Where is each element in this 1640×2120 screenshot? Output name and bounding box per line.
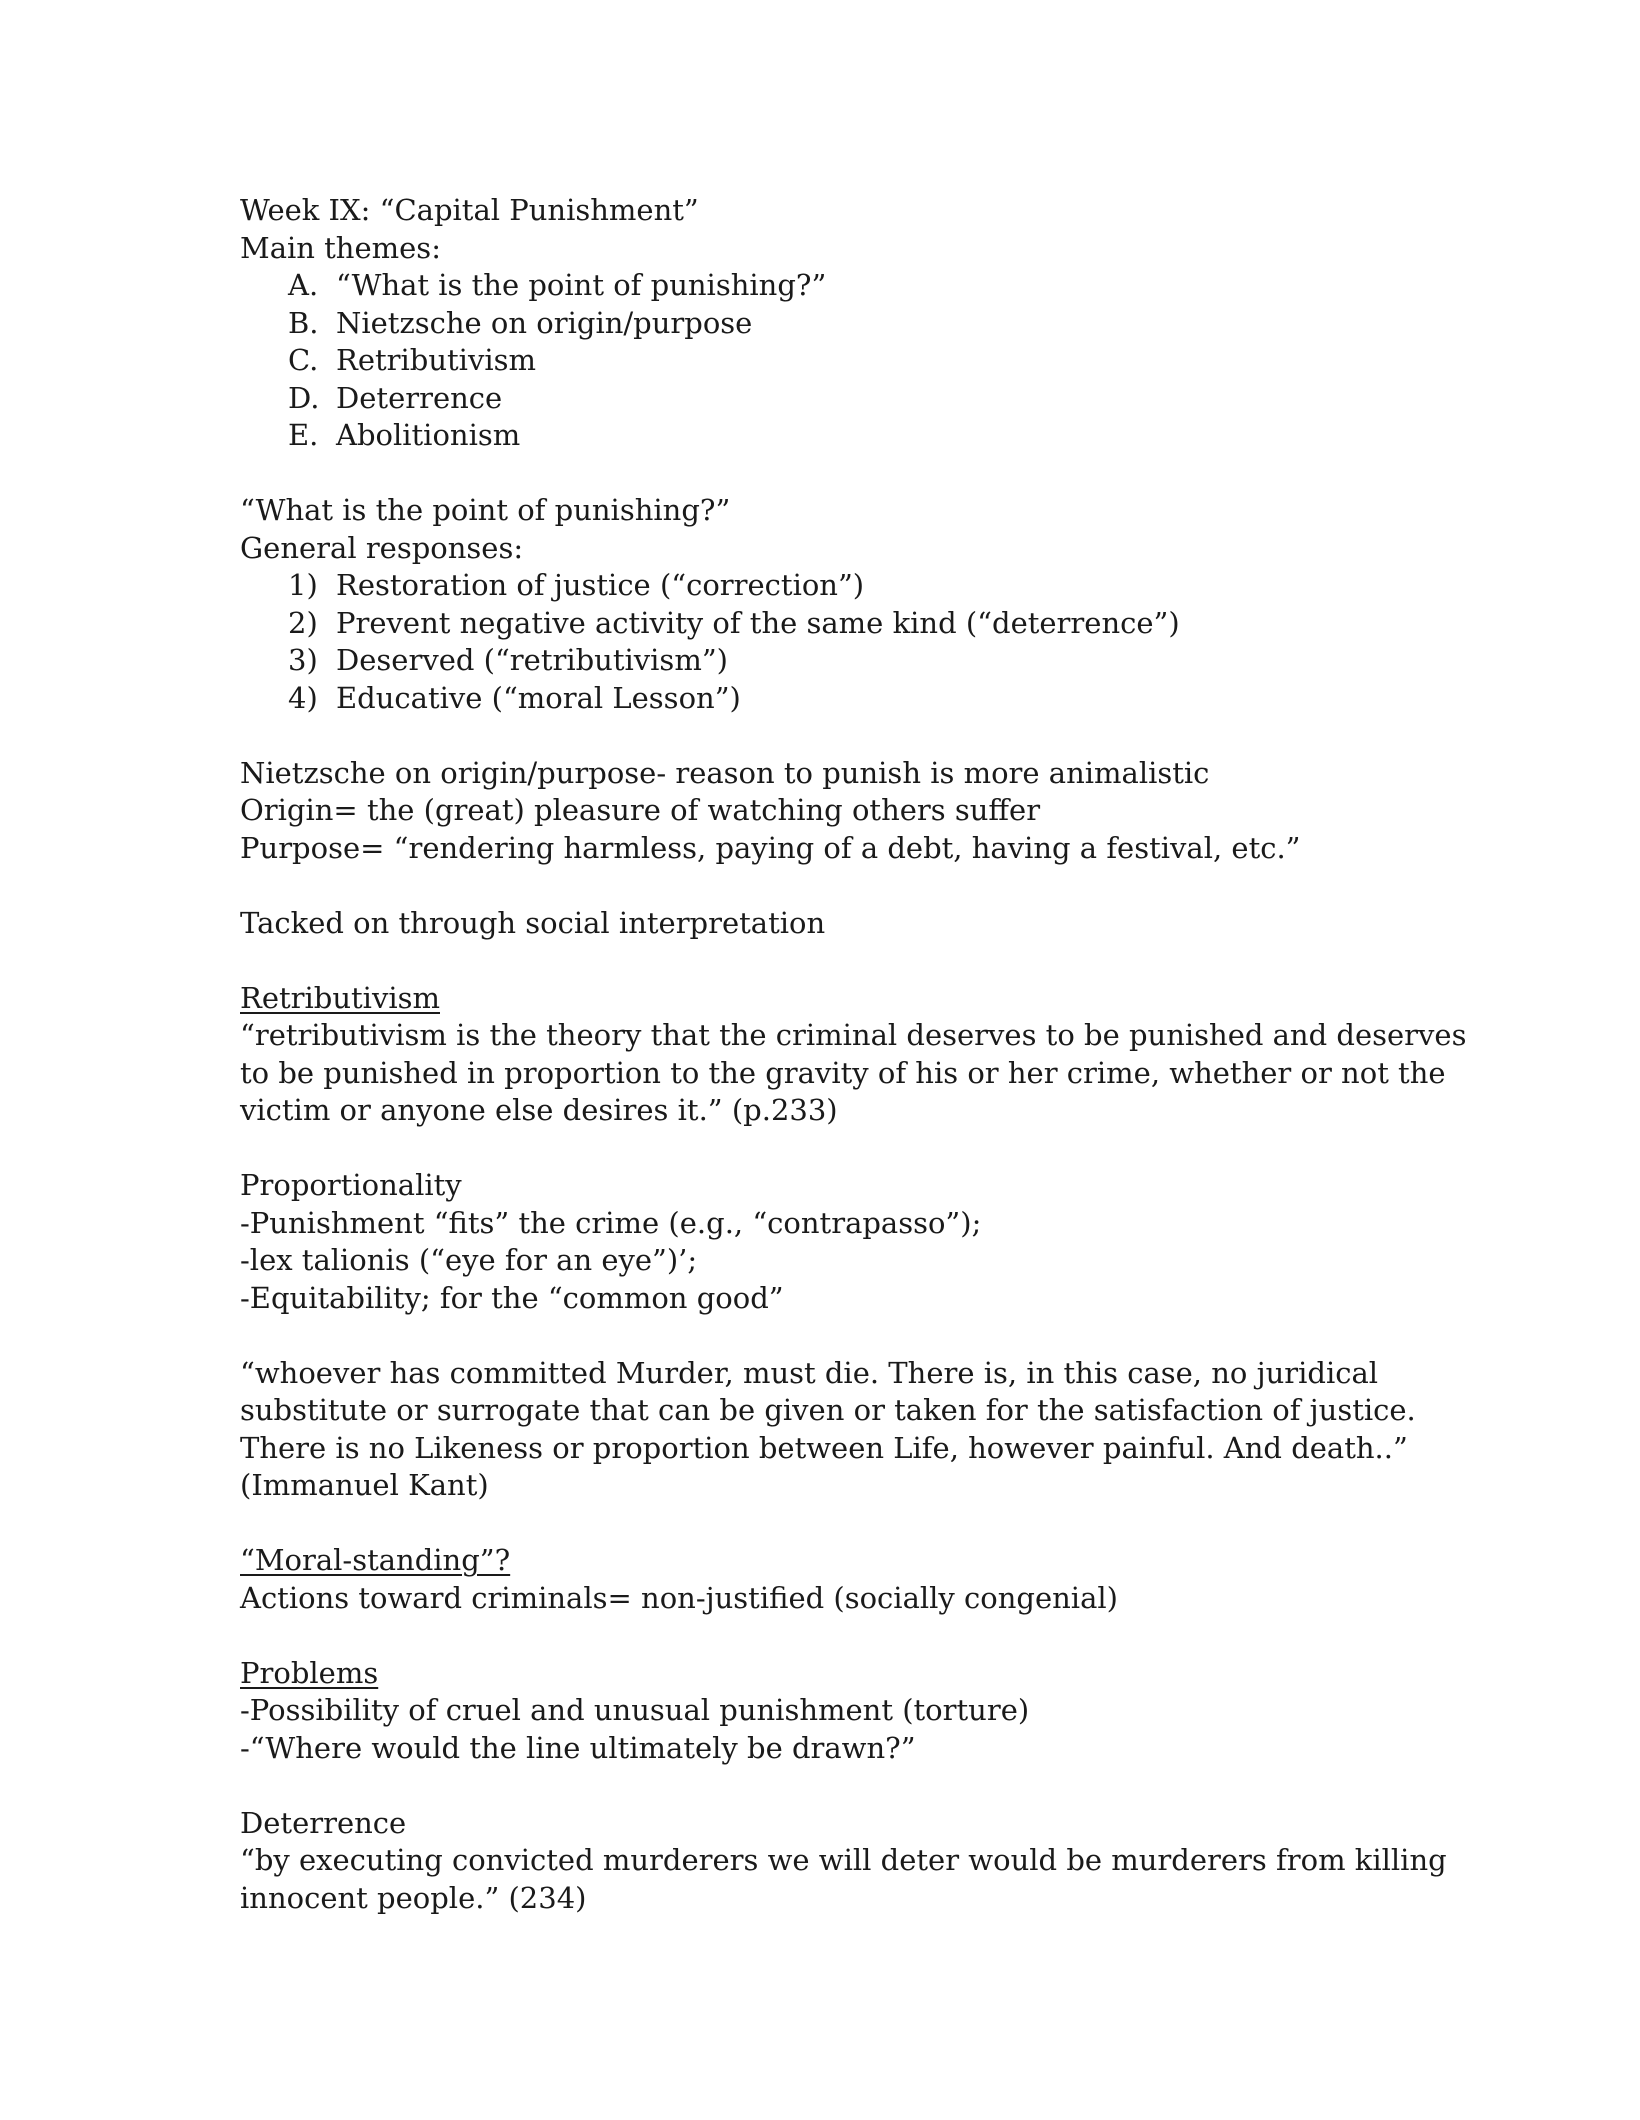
list-marker: D. — [288, 380, 320, 415]
list-item-text: Abolitionism — [336, 418, 521, 452]
purpose-line: Purpose= “rendering harmless, paying of a debt, having a festival, etc.” — [240, 830, 1301, 865]
list-item-text: Deterrence — [336, 380, 503, 415]
kant-quote-line: There is no Likeness or proportion between Life, however painful. And death..” — [240, 1430, 1408, 1465]
problems-heading: Problems — [240, 1655, 379, 1690]
main-themes-label: Main themes: — [240, 230, 441, 265]
kant-quote-line: “whoever has committed Murder, must die. There is, in this case, no juridical — [240, 1355, 1379, 1390]
problems-item: -Possibility of cruel and unusual punishment (torture) — [240, 1693, 1030, 1727]
list-marker: 3) — [288, 643, 318, 677]
kant-quote-line: substitute or surrogate that can be given or taken for the satisfaction of justice. — [240, 1393, 1416, 1427]
general-responses-list — [240, 567, 1420, 717]
list-item-text: Deserved (“retributivism”) — [336, 643, 728, 677]
list-item-text: Prevent negative activity of the same kind (“deterrence”) — [336, 605, 1180, 640]
paragraph-gap — [240, 1617, 1420, 1655]
paragraph-gap — [240, 942, 1420, 980]
list-item-text: Educative (“moral Lesson”) — [336, 680, 741, 715]
paragraph-gap — [240, 1130, 1420, 1168]
list-item — [240, 342, 1420, 380]
paragraph-gap — [240, 1505, 1420, 1543]
retributivism-quote-line: to be punished in proportion to the gravity of his or her crime, whether or not the — [240, 1055, 1446, 1090]
main-themes-list — [240, 267, 1420, 455]
list-item — [240, 380, 1420, 418]
retributivism-heading: Retributivism — [240, 980, 440, 1015]
paragraph-gap — [240, 455, 1420, 493]
list-item — [240, 680, 1420, 718]
list-marker: E. — [288, 418, 319, 452]
document-body — [240, 192, 1467, 1917]
list-marker: A. — [288, 268, 319, 302]
list-item — [240, 267, 1420, 305]
list-item-text: Retributivism — [336, 343, 536, 377]
list-marker: 1) — [288, 568, 318, 602]
paragraph-gap — [240, 1317, 1420, 1355]
proportionality-item: -Equitability; for the “common good” — [240, 1280, 784, 1315]
kant-attribution: (Immanuel Kant) — [240, 1468, 489, 1502]
tacked-on-line: Tacked on through social interpretation — [240, 905, 826, 940]
list-item-text: Nietzsche on origin/purpose — [336, 305, 753, 340]
retributivism-quote-line: victim or anyone else desires it.” (p.233) — [240, 1093, 838, 1127]
list-item-text: “What is the point of punishing?” — [336, 268, 827, 302]
list-item — [240, 305, 1420, 343]
paragraph-gap — [240, 1767, 1420, 1805]
deterrence-quote-line: “by executing convicted murderers we will deter would be murderers from killing — [240, 1843, 1447, 1877]
moral-standing-heading: “Moral-standing”? — [240, 1543, 511, 1577]
point-heading: “What is the point of punishing?” — [240, 493, 731, 527]
deterrence-heading: Deterrence — [240, 1805, 407, 1840]
list-marker: C. — [288, 343, 319, 377]
list-item-text: Restoration of justice (“correction”) — [336, 568, 865, 602]
list-marker: 2) — [288, 605, 318, 640]
paragraph-gap — [240, 867, 1420, 905]
list-marker: B. — [288, 305, 319, 340]
origin-line: Origin= the (great) pleasure of watching others suffer — [240, 793, 1041, 827]
proportionality-item: -Punishment “fits” the crime (e.g., “contrapasso”); — [240, 1205, 982, 1240]
general-responses-label: General responses: — [240, 530, 524, 565]
proportionality-item: -lex talionis (“eye for an eye”)’; — [240, 1243, 698, 1277]
list-item — [240, 417, 1420, 455]
list-item — [240, 605, 1420, 643]
proportionality-heading: Proportionality — [240, 1168, 462, 1202]
retributivism-quote-line: “retributivism is the theory that the criminal deserves to be punished and deserves — [240, 1018, 1467, 1052]
list-item — [240, 642, 1420, 680]
deterrence-quote-line: innocent people.” (234) — [240, 1880, 587, 1915]
paragraph-gap — [240, 717, 1420, 755]
list-marker: 4) — [288, 680, 318, 715]
list-item — [240, 567, 1420, 605]
nietzsche-line: Nietzsche on origin/purpose- reason to punish is more animalistic — [240, 755, 1210, 790]
problems-item: -“Where would the line ultimately be drawn?” — [240, 1730, 916, 1765]
document-title: Week IX: “Capital Punishment” — [240, 193, 699, 227]
moral-standing-text: Actions toward criminals= non-justified (socially congenial) — [240, 1580, 1118, 1615]
